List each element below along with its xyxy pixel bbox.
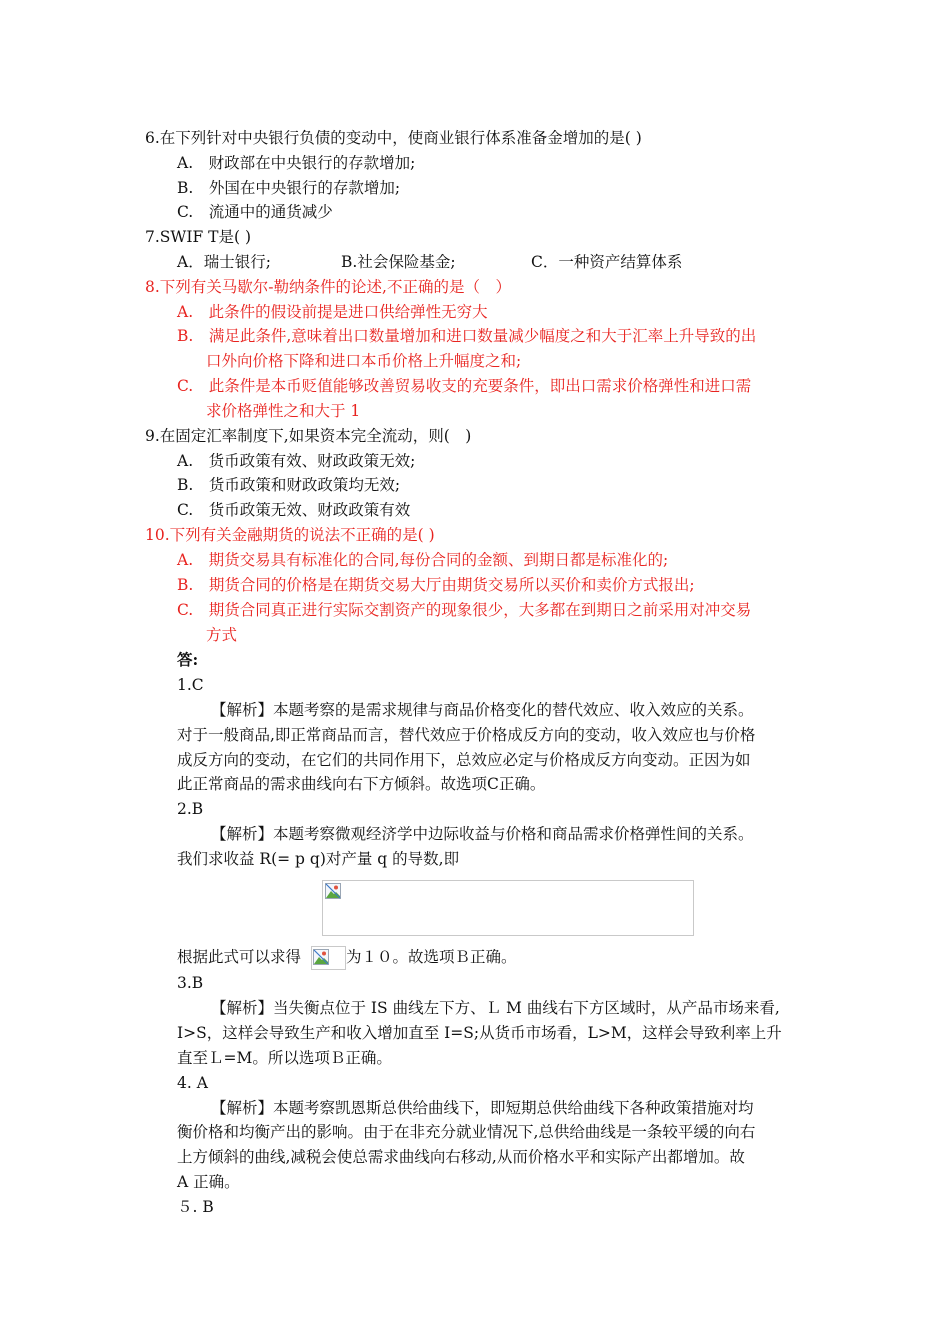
answer-1-line: 【解析】本题考察的是需求规律与商品价格变化的替代效应、收入效应的关系。 (211, 701, 754, 719)
answer-1-line: 对于一般商品,即正常商品而言，替代效应于价格成反方向的变动，收入效应也与价格 (177, 726, 756, 744)
q8-option-a: A. 此条件的假设前提是进口供给弹性无穷大 (177, 303, 488, 321)
answer-2-result-post: 为１０。故选项Ｂ正确。 (346, 948, 517, 966)
answer-1-line: 此正常商品的需求曲线向右下方倾斜。故选项C正确。 (177, 775, 546, 793)
q10-option-c: C. 期货合同真正进行实际交割资产的现象很少，大多都在到期日之前采用对冲交易 (177, 601, 752, 619)
q10-option-c-cont: 方式 (206, 626, 238, 644)
q9-option-c: C. 货币政策无效、财政政策有效 (177, 501, 411, 519)
answer-3-line: 直至Ｌ=M。所以选项Ｂ正确。 (177, 1049, 392, 1067)
answer-4-line: A 正确。 (177, 1173, 240, 1191)
inline-image-placeholder (311, 946, 346, 970)
q8-option-b-cont: 口外向价格下降和进口本币价格上升幅度之和; (206, 352, 522, 370)
q6-option-b: B. 外国在中央银行的存款增加; (177, 179, 401, 197)
answer-1-line: 成反方向的变动，在它们的共同作用下，总效应必定与价格成反方向变动。正因为如 (177, 751, 751, 769)
q6-stem: 6.在下列针对中央银行负债的变动中，使商业银行体系准备金增加的是( ) (145, 129, 642, 147)
q7-option-c: C．一种资产结算体系 (531, 253, 683, 271)
answer-4-line: 衡价格和均衡产出的影响。由于在非充分就业情况下,总供给曲线是一条较平缓的向右 (177, 1123, 756, 1141)
answer-2-number: 2.B (177, 800, 204, 818)
q6-option-c: C. 流通中的通货减少 (177, 203, 333, 221)
answer-2-result-pre: 根据此式可以求得 (177, 948, 302, 966)
q10-option-a: A. 期货交易具有标准化的合同,每份合同的金额、到期日都是标准化的; (177, 551, 669, 569)
answer-4-line: 【解析】本题考察凯恩斯总供给曲线下，即短期总供给曲线下各种政策措施对均 (211, 1099, 754, 1117)
q9-stem: 9.在固定汇率制度下,如果资本完全流动，则( ) (145, 427, 472, 445)
q6-option-a: A. 财政部在中央银行的存款增加; (177, 154, 416, 172)
q8-option-c-cont: 求价格弹性之和大于 1 (206, 402, 361, 420)
broken-image-icon (325, 883, 341, 899)
answer-3-line: I>S，这样会导致生产和收入增加直至 I=S;从货币市场看，L>M，这样会导致利率上升 (177, 1024, 782, 1042)
answer-5-number: ５. B (177, 1198, 214, 1216)
answer-3-number: 3.B (177, 974, 204, 992)
answer-2-line: 【解析】本题考察微观经济学中边际收益与价格和商品需求价格弹性间的关系。 (211, 825, 754, 843)
answer-3-line: 【解析】当失衡点位于 IS 曲线左下方、Ｌ M 曲线右下方区域时，从产品市场来看, (211, 999, 780, 1017)
broken-image-icon (313, 949, 329, 965)
q7-option-a: A．瑞士银行; (177, 253, 271, 271)
answer-4-line: 上方倾斜的曲线,减税会使总需求曲线向右移动,从而价格水平和实际产出都增加。故 (177, 1148, 745, 1166)
answer-1-number: 1.C (177, 676, 204, 694)
q9-option-a: A. 货币政策有效、财政政策无效; (177, 452, 416, 470)
q10-option-b: B. 期货合同的价格是在期货交易大厅由期货交易所以买价和卖价方式报出; (177, 576, 695, 594)
q7-stem: 7.SWIF T是( ) (145, 228, 252, 246)
answers-heading: 答: (177, 650, 199, 669)
answer-4-number: 4. A (177, 1074, 208, 1092)
q8-option-c: C. 此条件是本币贬值能够改善贸易收支的充要条件，即出口需求价格弹性和进口需 (177, 377, 752, 395)
q8-option-b: B. 满足此条件,意味着出口数量增加和进口数量减少幅度之和大于汇率上升导致的出 (177, 327, 757, 345)
q10-stem: 10.下列有关金融期货的说法不正确的是( ) (145, 526, 435, 544)
q8-stem: 8.下列有关马歇尔-勒纳条件的论述,不正确的是（ ） (145, 278, 511, 296)
answer-2-line: 我们求收益 R(= p q)对产量 q 的导数,即 (177, 850, 460, 868)
q7-option-b: B.社会保险基金; (341, 253, 456, 271)
q9-option-b: B. 货币政策和财政政策均无效; (177, 476, 401, 494)
formula-image-placeholder (322, 880, 694, 936)
